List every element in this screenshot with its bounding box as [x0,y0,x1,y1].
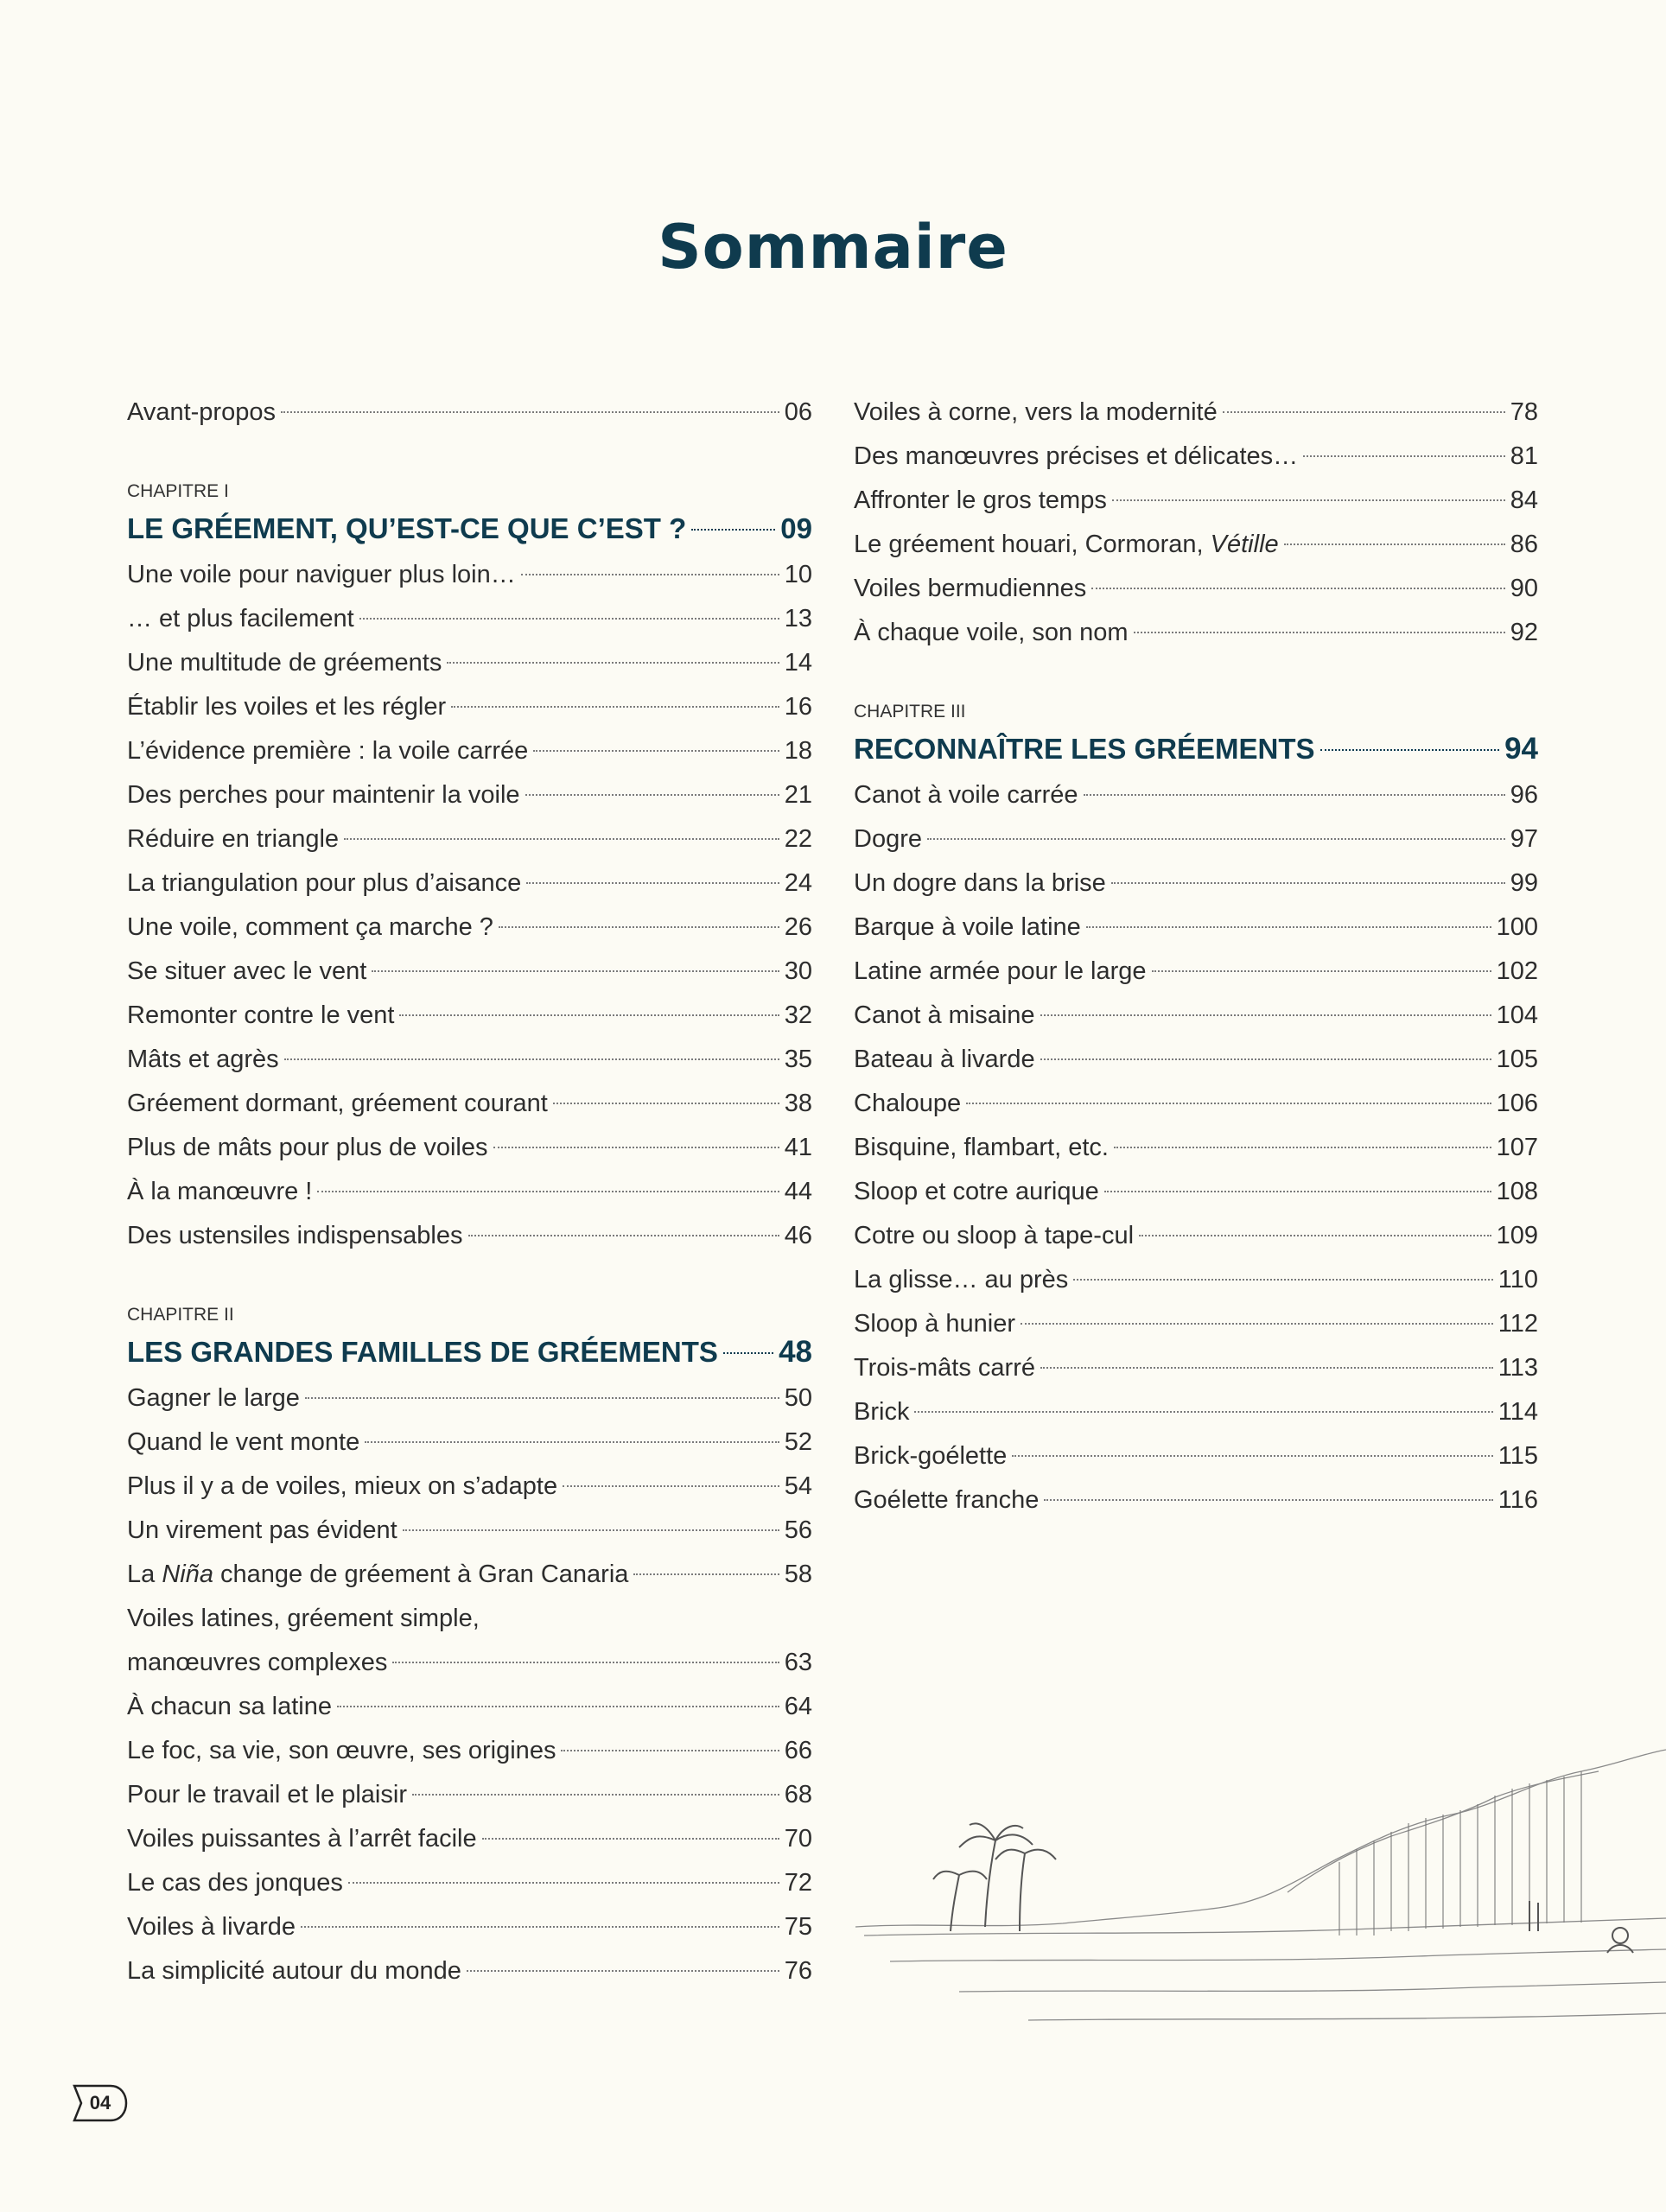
toc-entry[interactable] [854,1346,1538,1390]
entry-title-line-1: Voiles latines, gréement simple, [127,1605,480,1632]
entry-page: 38 [784,1090,812,1117]
toc-entry[interactable] [127,1949,812,1993]
entry-page: 06 [784,398,812,426]
toc-entry[interactable] [127,553,812,597]
entry-title: Le foc, sa vie, son œuvre, ses origines [127,1737,556,1764]
entry-title: Affronter le gros temps [854,486,1107,514]
entry-page: 54 [784,1472,812,1500]
entry-title-part: Le gréement houari, Cormoran, [854,531,1211,558]
entry-page: 64 [784,1693,812,1720]
entry-title-italic: Vétille [1210,531,1279,558]
toc-entry[interactable] [127,597,812,641]
entry-title: Une voile pour naviguer plus loin… [127,561,516,588]
entry-page: 81 [1510,442,1538,470]
entry-title: Établir les voiles et les régler [127,693,447,721]
entry-title: Dogre [854,825,922,853]
page-title: Sommaire [658,212,1008,283]
entry-title: Bisquine, flambart, etc. [854,1134,1109,1161]
entry-title [127,1553,628,1597]
entry-page: 44 [784,1178,812,1205]
toc-entry[interactable] [127,1376,812,1421]
entry-page: 105 [1496,1046,1538,1073]
toc-entry[interactable] [127,391,812,435]
entry-title: Sloop à hunier [854,1310,1016,1338]
folio-number: 04 [89,2092,111,2113]
entry-page: 97 [1510,825,1538,853]
entry-page: 66 [784,1737,812,1764]
entry-page: 70 [784,1825,812,1853]
toc-entry[interactable] [854,1038,1538,1082]
chapter-heading[interactable] [854,725,1538,773]
entry-page: 100 [1496,913,1538,941]
toc-entry[interactable] [854,1390,1538,1434]
entry-page: 78 [1510,398,1538,426]
entry-page: 22 [784,825,812,853]
entry-page: 107 [1496,1134,1538,1161]
toc-column-left [127,391,812,1993]
chapter-page: 48 [779,1335,812,1369]
toc-entry[interactable] [854,1214,1538,1258]
entry-title: La triangulation pour plus d’aisance [127,869,522,897]
entry-title: Le cas des jonques [127,1869,343,1897]
entry-page: 116 [1497,1486,1538,1514]
toc-entry[interactable] [854,611,1538,655]
entry-page: 16 [784,693,812,721]
entry-title: Un virement pas évident [127,1516,397,1544]
chapter-label: CHAPITRE I [127,481,229,501]
entry-page: 32 [784,1001,812,1029]
entry-page: 109 [1496,1222,1538,1249]
toc-entry[interactable] [854,1258,1538,1302]
entry-title-line-2: manœuvres complexes [127,1649,388,1676]
entry-page: 58 [784,1560,812,1588]
entry-title: Goélette franche [854,1486,1040,1514]
toc-entry[interactable] [854,523,1538,567]
entry-title: Trois-mâts carré [854,1354,1035,1382]
entry-title: Avant-propos [127,398,276,426]
toc-entry[interactable] [127,1773,812,1817]
entry-title: Brick [854,1398,910,1426]
entry-title: À la manœuvre ! [127,1178,313,1205]
toc-entry[interactable] [854,567,1538,611]
toc-column-right [854,391,1538,1522]
folio-badge [73,2084,128,2122]
toc-entry[interactable] [127,906,812,950]
chapter-1-entries [127,553,812,1258]
entry-title: Remonter contre le vent [127,1001,395,1029]
toc-entry[interactable] [127,1214,812,1258]
entry-page: 96 [1510,781,1538,809]
toc-entry[interactable] [127,1170,812,1214]
entry-page: 13 [784,605,812,632]
entry-page: 41 [784,1134,812,1161]
entry-title: Des ustensiles indispensables [127,1222,463,1249]
entry-page: 102 [1496,957,1538,985]
toc-entry[interactable] [127,685,812,729]
toc-entry[interactable] [127,1685,812,1729]
chapter-title: LES GRANDES FAMILLES DE GRÉEMENTS [127,1336,718,1368]
toc-entry[interactable] [854,950,1538,994]
toc-entry[interactable] [127,641,812,685]
entry-title: Des perches pour maintenir la voile [127,781,520,809]
entry-page: 114 [1497,1398,1538,1426]
entry-page: 76 [784,1957,812,1985]
entry-page: 90 [1510,575,1538,602]
chapter-title: LE GRÉEMENT, QU’EST-CE QUE C’EST ? [127,512,687,544]
entry-page: 108 [1496,1178,1538,1205]
entry-title: Plus de mâts pour plus de voiles [127,1134,488,1161]
entry-title: La glisse… au près [854,1266,1069,1294]
entry-page: 99 [1510,869,1538,897]
entry-page: 46 [784,1222,812,1249]
entry-title: Une voile, comment ça marche ? [127,913,493,941]
entry-title: Pour le travail et le plaisir [127,1781,407,1808]
toc-entry[interactable] [127,1597,812,1685]
toc-entry[interactable] [854,1170,1538,1214]
entry-page: 24 [784,869,812,897]
toc-entry[interactable] [854,1126,1538,1170]
toc-entry[interactable] [127,1861,812,1905]
toc-entry[interactable] [127,729,812,773]
entry-page: 56 [784,1516,812,1544]
toc-entry[interactable] [854,773,1538,817]
toc-entry[interactable] [854,817,1538,861]
entry-title: Voiles à livarde [127,1913,296,1941]
toc-entry[interactable] [127,1126,812,1170]
entry-page: 106 [1496,1090,1538,1117]
entry-title: Latine armée pour le large [854,957,1147,985]
entry-page: 110 [1497,1266,1538,1294]
toc-entry[interactable] [854,994,1538,1038]
entry-page: 68 [784,1781,812,1808]
entry-page: 10 [784,561,812,588]
chapter-page: 94 [1504,732,1538,766]
entry-title: Un dogre dans la brise [854,869,1106,897]
entry-title-part: change de gréement à Gran Canaria [213,1560,629,1588]
toc-entry[interactable] [854,391,1538,435]
entry-page: 50 [784,1384,812,1412]
entry-title: Plus il y a de voiles, mieux on s’adapte [127,1472,558,1500]
entry-title: Bateau à livarde [854,1046,1035,1073]
toc-entry[interactable] [127,1553,812,1597]
entry-title: Réduire en triangle [127,825,340,853]
entry-page: 104 [1496,1001,1538,1029]
entry-title-part: La [127,1560,162,1588]
chapter-2-continued-entries [854,391,1538,655]
entry-title: Barque à voile latine [854,913,1081,941]
toc-entry[interactable] [854,1302,1538,1346]
entry-page: 26 [784,913,812,941]
chapter-label: CHAPITRE III [854,702,966,721]
entry-page: 14 [784,649,812,677]
toc-entry[interactable] [854,1478,1538,1522]
toc-entry[interactable] [127,861,812,906]
entry-title: À chacun sa latine [127,1693,332,1720]
entry-title: Cotre ou sloop à tape-cul [854,1222,1135,1249]
toc-entry[interactable] [854,861,1538,906]
entry-title: Voiles bermudiennes [854,575,1087,602]
toc-entry[interactable] [127,950,812,994]
entry-title [854,523,1279,567]
entry-title: Une multitude de gréements [127,649,442,677]
entry-page: 21 [784,781,812,809]
toc-entry[interactable] [854,906,1538,950]
entry-page: 75 [784,1913,812,1941]
toc-entry[interactable] [854,1434,1538,1478]
entry-page: 115 [1497,1442,1538,1470]
entry-page: 112 [1497,1310,1538,1338]
toc-entry[interactable] [127,1905,812,1949]
entry-page: 86 [1510,531,1538,558]
toc-entry[interactable] [127,1817,812,1861]
entry-title: À chaque voile, son nom [854,619,1129,646]
toc-entry[interactable] [127,1038,812,1082]
chapter-page: 09 [780,512,812,544]
entry-page: 63 [784,1649,812,1676]
chapter-heading[interactable] [127,505,812,553]
toc-entry[interactable] [127,817,812,861]
entry-title: Canot à voile carrée [854,781,1078,809]
toc-entry[interactable] [127,1465,812,1509]
toc-entry[interactable] [127,1082,812,1126]
entry-title: Des manœuvres précises et délicates… [854,442,1299,470]
toc-entry[interactable] [854,479,1538,523]
entry-title: Sloop et cotre aurique [854,1178,1099,1205]
entry-title: Canot à misaine [854,1001,1035,1029]
entry-page: 113 [1497,1354,1538,1382]
chapter-2-entries [127,1376,812,1993]
entry-page: 52 [784,1428,812,1456]
entry-title: Gagner le large [127,1384,300,1412]
entry-title: Brick-goélette [854,1442,1008,1470]
entry-title: Quand le vent monte [127,1428,360,1456]
entry-title: Gréement dormant, gréement courant [127,1090,548,1117]
toc-entry[interactable] [127,1509,812,1553]
toc-entry[interactable] [127,1421,812,1465]
entry-title: Se situer avec le vent [127,957,367,985]
toc-entry[interactable] [127,773,812,817]
entry-page: 18 [784,737,812,765]
entry-page: 92 [1510,619,1538,646]
entry-title: Chaloupe [854,1090,962,1117]
chapter-label: CHAPITRE II [127,1305,234,1325]
chapter-3-entries [854,773,1538,1522]
toc-entry[interactable] [854,1082,1538,1126]
toc-entry[interactable] [127,994,812,1038]
entry-page: 35 [784,1046,812,1073]
entry-title-italic: Niña [162,1560,213,1588]
toc-entry[interactable] [127,1729,812,1773]
entry-title: Mâts et agrès [127,1046,279,1073]
coastline-sketch-illustration [855,1745,1666,2039]
toc-entry[interactable] [854,435,1538,479]
entry-title: Voiles à corne, vers la modernité [854,398,1218,426]
entry-title: L’évidence première : la voile carrée [127,737,529,765]
entry-title: La simplicité autour du monde [127,1957,461,1985]
entry-title: Voiles puissantes à l’arrêt facile [127,1825,477,1853]
entry-page: 84 [1510,486,1538,514]
entry-page: 30 [784,957,812,985]
entry-page: 72 [784,1869,812,1897]
chapter-heading[interactable] [127,1328,812,1376]
chapter-title: RECONNAÎTRE LES GRÉEMENTS [854,733,1315,765]
entry-title: … et plus facilement [127,605,354,632]
